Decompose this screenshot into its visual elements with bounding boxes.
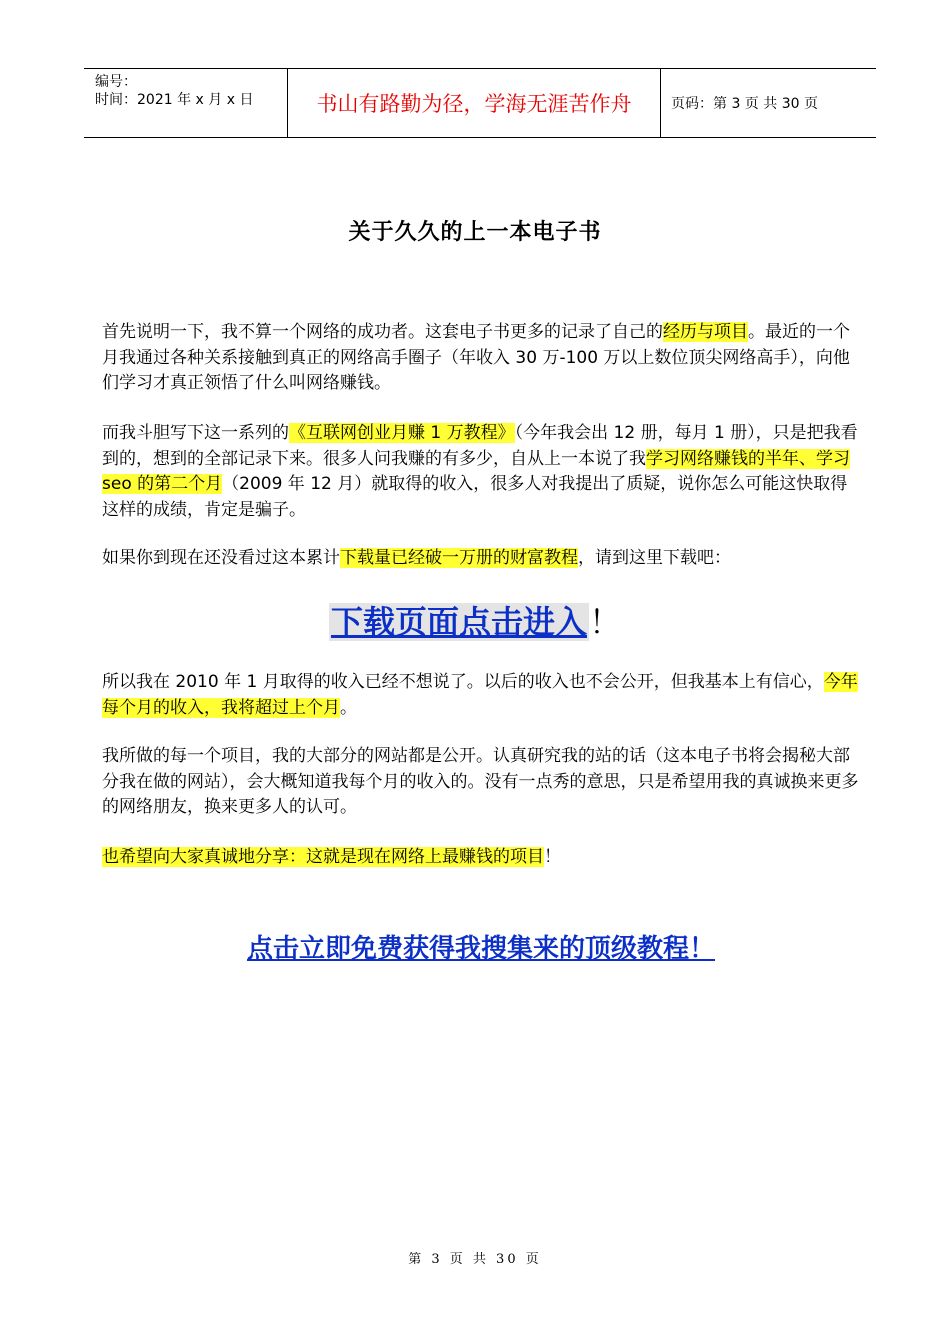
paragraph-share <box>102 845 862 871</box>
paragraph-text: （今年我会出 12 册，每月 1 册），只是把我看到的，想到的全部记录下来。很多人问我赚的有多少，自从上一本说了我 <box>102 423 858 469</box>
highlighted-text: 《互联网创业月赚 1 万教程》 <box>289 423 515 443</box>
paragraph-text: 所以我在 2010 年 1 月取得的收入已经不想说了。以后的收入也不会公开，但我基本上有信心， <box>102 672 824 692</box>
paragraph-series <box>102 421 862 523</box>
header-meta-cell <box>84 69 288 137</box>
paragraph-projects: 我所做的每一个项目，我的大部分的网站都是公开。认真研究我的站的话（这本电子书将会揭秘大部分我在做的网站），会大概知道我每个月的收入的。没有一点秀的意思，只是希望用我的真诚换来更多的网络朋友，换来更多人的认可。 <box>102 746 859 817</box>
paragraph-text: 而我斗胆写下这一系列的 <box>102 423 289 443</box>
paragraph-text: 。 <box>340 697 357 718</box>
header-page-cell <box>661 69 876 137</box>
time-label: 时间：2021 年 x 月 x 日 <box>95 92 254 108</box>
paragraph-text: 。最近的一个月我通过各种关系接触到真正的网络高手圈子（年收入 30 万-100 万以上数位顶尖网络高手），向他们学习才真正领悟了什么叫网络赚钱。 <box>102 322 850 393</box>
paragraph-income <box>102 670 862 721</box>
paragraph-download-intro <box>102 546 862 572</box>
page-info: 页码：第 3 页 共 30 页 <box>671 96 818 112</box>
page-footer: 第 3 页 共 30 页 <box>408 1252 542 1267</box>
paragraph-intro <box>102 320 862 397</box>
document-header <box>84 68 876 138</box>
paragraph-text: 如果你到现在还没看过这本累计 <box>102 548 340 568</box>
paragraph-text: ！ <box>544 847 561 867</box>
paragraph-text: （2009 年 12 月）就取得的收入，很多人对我提出了质疑，说你怎么可能这快取得这样的成绩，肯定是骗子。 <box>102 474 848 520</box>
highlighted-text: 经历与项目 <box>663 322 748 342</box>
highlighted-text: 今年每个月的收入，我将超过上个月 <box>102 672 858 718</box>
paragraph-text: ，请到这里下载吧： <box>578 548 731 568</box>
header-motto-cell <box>288 69 661 137</box>
bottom-link-line <box>0 928 950 965</box>
document-title: 关于久久的上一本电子书 <box>348 220 602 245</box>
paragraph-text: 首先说明一下，我不算一个网络的成功者。这套电子书更多的记录了自己的 <box>102 322 663 342</box>
download-page-link[interactable]: 下载页面点击进入 <box>330 603 587 641</box>
download-line <box>0 597 950 643</box>
highlighted-text: 下载量已经破一万册的财富教程 <box>340 548 578 568</box>
number-label: 编号： <box>95 74 137 90</box>
motto-text: 书山有路勤为径，学海无涯苦作舟 <box>316 92 632 116</box>
download-suffix: ！ <box>589 603 622 641</box>
highlighted-text: 学习网络赚钱的半年、学习 seo 的第二个月 <box>102 448 850 494</box>
highlighted-text: 也希望向大家真诚地分享：这就是现在网络上最赚钱的项目 <box>102 847 544 867</box>
free-tutorial-link[interactable]: 点击立即免费获得我搜集来的顶级教程！ <box>246 934 715 964</box>
